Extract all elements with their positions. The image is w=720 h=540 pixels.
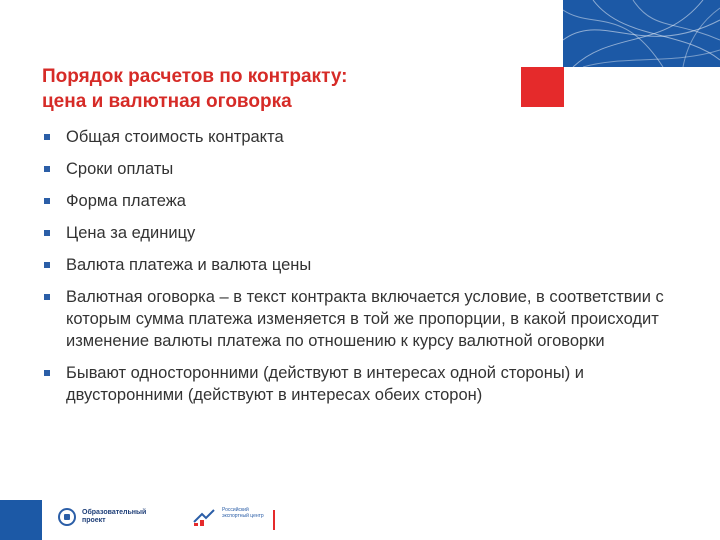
decorative-red-square <box>521 67 564 107</box>
bullet-item <box>42 254 692 276</box>
bullet-text: Цена за единицу <box>66 224 196 242</box>
bullet-list <box>42 126 692 406</box>
footer-red-divider <box>273 510 275 530</box>
bullet-item <box>42 362 692 406</box>
bullet-text: Бывают односторонними (действуют в интересах одной стороны) и двусторонними (действуют в интересах обеих сторон) <box>66 364 584 404</box>
bullet-text: Сроки оплаты <box>66 160 174 178</box>
square-bullet-icon <box>44 370 50 376</box>
footer-blue-bar <box>0 500 42 540</box>
square-bullet-icon <box>44 134 50 140</box>
bullet-item <box>42 222 692 244</box>
logo1-text: Образовательный проект <box>82 509 147 524</box>
bullet-text: Общая стоимость контракта <box>66 128 284 146</box>
globe-logo-icon <box>58 508 76 526</box>
decorative-lines <box>563 0 720 67</box>
slide-title-line-1: Порядок расчетов по контракту: <box>42 66 348 87</box>
bullet-text: Валютная оговорка – в текст контракта включается условие, в соответствии с которым сумма платежа изменяется в той же пропорции, в какой происходит изменение валюты платежа по отношению к курсу валютной оговорки <box>66 288 664 350</box>
square-bullet-icon <box>44 262 50 268</box>
bullet-item <box>42 190 692 212</box>
logo2-text: Российский экспортный центр <box>222 507 264 519</box>
bullet-item <box>42 158 692 180</box>
education-project-logo <box>58 506 168 530</box>
square-bullet-icon <box>44 294 50 300</box>
export-center-icon <box>192 508 216 528</box>
export-center-logo <box>188 505 278 531</box>
bullet-text: Валюта платежа и валюта цены <box>66 256 312 274</box>
square-bullet-icon <box>44 166 50 172</box>
bullet-item <box>42 126 692 148</box>
square-bullet-icon <box>44 198 50 204</box>
slide-title <box>42 64 502 114</box>
bullet-text: Форма платежа <box>66 192 186 210</box>
slide-title-line-2: цена и валютная оговорка <box>42 91 292 112</box>
square-bullet-icon <box>44 230 50 236</box>
decorative-blue-block <box>563 0 720 67</box>
bullet-item <box>42 286 692 352</box>
